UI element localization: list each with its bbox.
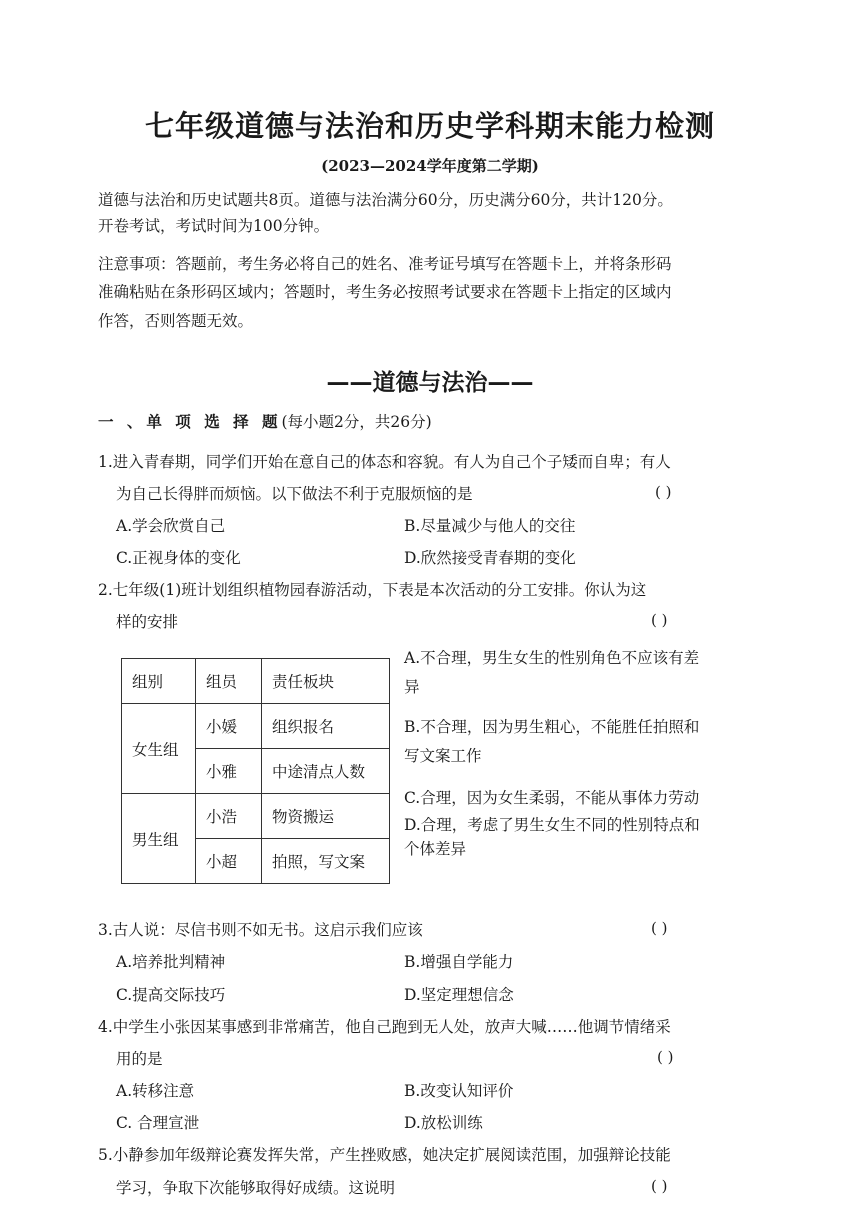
part-note: (每小题2分，共26分) [281, 413, 432, 431]
question-4-option-b: B.改变认知评价 [404, 1082, 514, 1100]
member-cell: 小超 [196, 839, 262, 884]
table-header-cell: 组别 [122, 659, 196, 704]
duty-cell: 物资搬运 [262, 794, 390, 839]
question-1-option-d: D.欣然接受青春期的变化 [404, 549, 576, 567]
question-4-option-a: A.转移注意 [116, 1082, 195, 1100]
question-3-option-a: A.培养批判精神 [116, 953, 226, 971]
table-row [122, 704, 390, 749]
part-heading [98, 410, 432, 432]
question-3-option-c: C.提高交际技巧 [116, 986, 226, 1004]
table-header-row [122, 659, 390, 704]
duty-table [121, 658, 390, 884]
question-2-option-d: D.合理，考虑了男生女生不同的性别特点和 [404, 816, 700, 834]
question-2-option-d-clip [404, 808, 744, 858]
table-row [122, 794, 390, 839]
notice-line-1: 注意事项：答题前，考生务必将自己的姓名、准考证号填写在答题卡上，并将条形码 [98, 255, 672, 273]
question-4-option-c: C. 合理宣泄 [116, 1114, 200, 1132]
question-3-option-d: D.坚定理想信念 [404, 986, 514, 1004]
notice-line-3: 作答，否则答题无效。 [98, 312, 254, 330]
question-2-option-a-cont: 异 [404, 678, 420, 696]
question-2-option-c: C.合理，因为女生柔弱，不能从事体力劳动 [404, 789, 700, 807]
question-2-option-d-cont: 个体差异 [404, 840, 467, 858]
question-1-option-b: B.尽量减少与他人的交往 [404, 517, 576, 535]
question-5-line-2: 学习，争取下次能够取得好成绩。这说明 [116, 1179, 396, 1197]
exam-title: 七年级道德与法治和历史学科期末能力检测 [144, 109, 715, 143]
question-2-line-2: 样的安排 [116, 613, 179, 631]
duty-cell: 中途清点人数 [262, 749, 390, 794]
duty-cell: 组织报名 [262, 704, 390, 749]
question-1-option-a: A.学会欣赏自己 [116, 517, 226, 535]
intro-line-2: 开卷考试，考试时间为100分钟。 [98, 217, 330, 235]
answer-blank-1: ( ) [655, 483, 672, 501]
question-1-line-1: 1.进入青春期，同学们开始在意自己的体态和容貌。有人为自己个子矮而自卑；有人 [98, 453, 671, 471]
answer-blank-3: ( ) [651, 919, 668, 937]
question-3-line-1: 3.古人说：尽信书则不如无书。这启示我们应该 [98, 921, 423, 939]
member-cell: 小浩 [196, 794, 262, 839]
part-label: 一 、单 项 选 择 题 [98, 412, 282, 431]
question-3-option-b: B.增强自学能力 [404, 953, 514, 971]
question-2-line-1: 2.七年级(1)班计划组织植物园春游活动，下表是本次活动的分工安排。你认为这 [98, 581, 647, 599]
answer-blank-4: ( ) [657, 1048, 674, 1066]
member-cell: 小雅 [196, 749, 262, 794]
question-4-line-2: 用的是 [116, 1050, 163, 1068]
question-1-option-c: C.正视身体的变化 [116, 549, 241, 567]
intro-line-1: 道德与法治和历史试题共8页。道德与法治满分60分，历史满分60分，共计120分。 [98, 191, 673, 209]
question-2-option-a: A.不合理，男生女生的性别角色不应该有差 [404, 649, 700, 667]
member-cell: 小媛 [196, 704, 262, 749]
group-cell-boys: 男生组 [122, 794, 196, 884]
duty-cell: 拍照，写文案 [262, 839, 390, 884]
section-title-morality-law: ——道德与法治—— [326, 370, 534, 396]
question-2-option-b: B.不合理，因为男生粗心，不能胜任拍照和 [404, 718, 700, 736]
question-4-option-d: D.放松训练 [404, 1114, 483, 1132]
notice-line-2: 准确粘贴在条形码区域内；答题时，考生务必按照考试要求在答题卡上指定的区域内 [98, 283, 672, 301]
question-4-line-1: 4.中学生小张因某事感到非常痛苦，他自己跑到无人处，放声大喊……他调节情绪采 [98, 1018, 671, 1036]
group-cell-girls: 女生组 [122, 704, 196, 794]
table-header-cell: 责任板块 [262, 659, 390, 704]
table-header-cell: 组员 [196, 659, 262, 704]
question-5-line-1: 5.小静参加年级辩论赛发挥失常，产生挫败感，她决定扩展阅读范围，加强辩论技能 [98, 1146, 671, 1164]
answer-blank-5: ( ) [651, 1177, 668, 1195]
question-1-line-2: 为自己长得胖而烦恼。以下做法不利于克服烦恼的是 [116, 485, 473, 503]
exam-subtitle: (2023—2024学年度第二学期) [321, 157, 539, 175]
answer-blank-2: ( ) [651, 611, 668, 629]
question-2-option-b-cont: 写文案工作 [404, 747, 482, 765]
